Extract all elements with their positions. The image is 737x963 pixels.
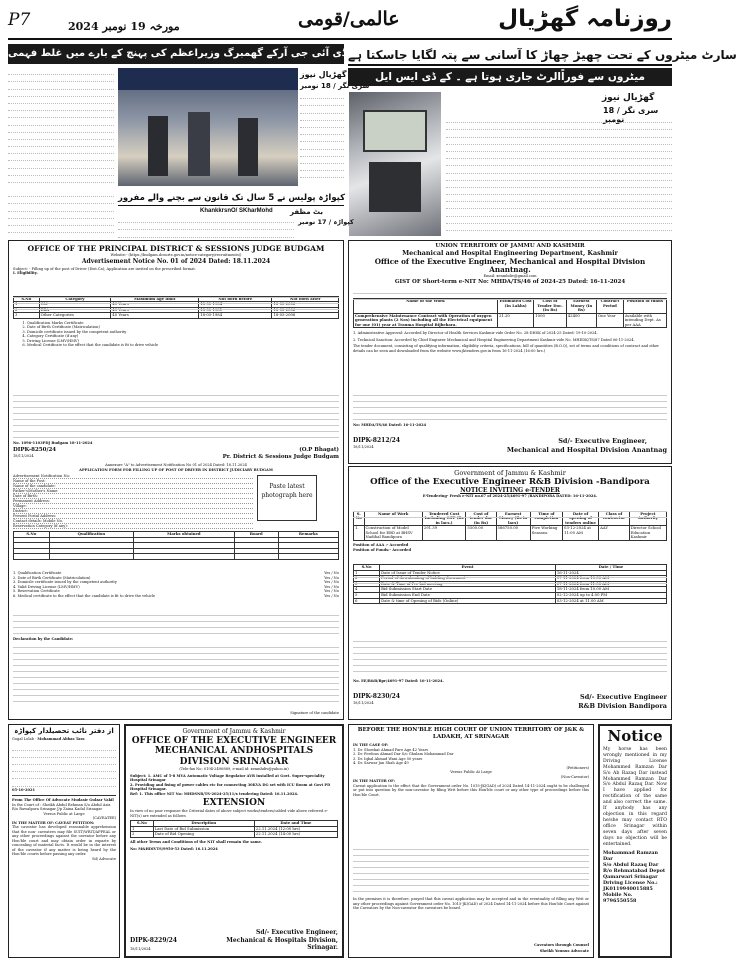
court-body2: In the premises it is therefore, prayed that this caveat application may be accepted and in the eventuality of filling any Writ or any other proceedings against Government order No. 1015-JK(GAD) of 2024 Dated 14-11-2024 before this Hon'ble Court against the Caveators by the Non-caveator the caveators be heard. [353, 897, 589, 910]
party-line: 2. Dr. Ferdous Ahmad Dar S/o Ghulam Mohammad Dar [353, 752, 454, 756]
court-matter: IN THE MATTER OF: [353, 779, 395, 783]
ad-mh-line2: Mechanical and Hospital Engineering Department, Kashmir [402, 249, 618, 257]
party-line: 3. Dr. Iqbal Ahmad Wani Age 50 years [353, 756, 423, 761]
table-header-cell: S.No [354, 565, 380, 571]
form-field: Reservation Category (if any): [13, 524, 253, 529]
party-line: 4. Dr. Sarwar Jan Shah Age 49 [353, 761, 409, 765]
table-header-cell: Remarks [278, 532, 338, 538]
rnb-dipk: DIPK-8230/24 [353, 693, 401, 700]
table-cell: 4 [354, 587, 380, 593]
rnb-position-aaa: Position of AAA :- Accorded [353, 543, 409, 548]
rnb-signature-title: R&B Division Bandipora [578, 702, 667, 710]
court-case-of: IN THE CASE OF: [353, 743, 389, 747]
table-cell: 2 [354, 576, 380, 582]
table-header-cell: Position of funds [623, 298, 666, 313]
table-row [354, 598, 667, 604]
section-title: عالمی/قومی [298, 8, 400, 30]
ad-judge-reg-no: No. 1096-1103PDJ Budgam 18-11-2024 [13, 441, 93, 445]
table-header-cell: S. No [354, 511, 365, 526]
ad-judge-signature: (O.P Bhagat) [299, 447, 339, 453]
table-header-cell: Not born after [272, 296, 339, 302]
yes-no-label: Yes / No [324, 580, 339, 584]
court-signature: Caveators through Counsel [534, 942, 589, 947]
form-field: Date of Birth: [13, 494, 253, 499]
notice-address: R/o Rehmatabad Depot Qamarwari Srinagar [603, 868, 666, 881]
application-form-fields [13, 474, 253, 529]
caveat-court: In the Court of : Sheikh Abdul Rehman S/o Abdul Aziz R/o Rawalpora Srinagar J/p Zaina Kadal Srinagar [12, 802, 111, 811]
court-body: Caveat application to the effect that the Government order No. 1015-JK(GAD) of 2024 Dated 14-11-2024 ought to be challenged or put into question by the non-caveator by filing Writ before this Hon'ble court or any other type of proceedings before this Hon'ble Court. [353, 783, 589, 797]
table-cell: 43 Years [111, 307, 199, 313]
dig-story-right [300, 92, 344, 188]
table-header-cell: Estimated Cost (In Lakhs) [497, 298, 533, 313]
table-cell: 18-05-2006 [272, 313, 339, 319]
rnb-nit: E-Tendering- Fresh e-NIT no.67 of 2024-25/4691-97 /BANDIPORA DATED: 16-11-2024. [422, 494, 598, 498]
caveat-matter: IN THE MATTER OF: CAVEAT PETITION: [12, 820, 95, 825]
documents-attached-list [13, 571, 339, 598]
ad-mh-anantnag [348, 240, 672, 464]
list-item: 1. Qualification Marks Certificate [27, 321, 339, 326]
headline-dig: ڈی آئی جی آرکے گھمبرگ وزیراعظم کی پہنچ کے بارے میں غلط فہمی [8, 44, 344, 64]
court-versus: Versus Public At Large [450, 770, 492, 774]
table-cell: Date & time of Opening of Bids (Online) [380, 598, 556, 604]
ad-mh-line1: UNION TERRITORY OF JAMMU AND KASHMIR [435, 243, 585, 249]
notice-mobile: Mobile No. 9796550558 [603, 892, 637, 905]
table-header-cell: Name of Work [364, 511, 422, 526]
ad-judge-budgam [8, 240, 344, 720]
tehsil-name: Gogal Lolab [12, 737, 34, 741]
table-header-cell: Time of completion [530, 511, 562, 526]
table-cell: Other Categories [39, 313, 111, 319]
mh-work-table [353, 298, 667, 329]
form-field: Name of the candidate: [13, 484, 253, 489]
mh-dipk-date: 18/11/2024 [353, 445, 374, 449]
annexure-title: Annexure "A" to Advertisement Notification No 01 of 2024 Dated: 18.11.2024 [105, 463, 247, 467]
document-attached-row [13, 594, 339, 599]
kupwara-story [118, 216, 294, 240]
table-cell: 16-11-2024 [555, 570, 666, 576]
table-cell: 02-12-2024 up to 4.00 PM [555, 593, 666, 599]
court-title: BEFORE THE HON'BLE HIGH COURT OF UNION TERRITORY OF J&K & LADAKH, AT SRINAGAR [357, 727, 585, 740]
table-cell: Construction of Model School for EBD at BHSV Nadihal Bandipora [364, 526, 422, 541]
table-cell: Date of Bid Opening [153, 832, 254, 838]
yes-no-label: Yes / No [324, 589, 339, 593]
yes-no-label: Yes / No [324, 575, 339, 580]
notice-license: Driving License No.: JK0119940015885 [603, 880, 658, 893]
dateline-kupwara: کپواڑہ / 17 نومبر [298, 218, 354, 226]
table-header-cell: Board [234, 532, 278, 538]
mh-period: One Year [597, 313, 624, 328]
ad-judge-notice: Advertisement Notice No. 01 of 2024 Dated: 18.11.2024 [81, 257, 271, 265]
table-header-cell: Contract Period [597, 298, 624, 313]
ad-mh-notice: GIST OF Short-term e-NIT No: MHDA/TS/46 of 2024-25 Dated: 16-11-2024 [394, 278, 626, 285]
table-header-cell: S.No [14, 532, 50, 538]
table-cell: 2 [14, 307, 40, 313]
form-field: District: [13, 509, 253, 514]
form-field: Village: [13, 504, 253, 509]
anh-contact: (Tele-fax No: 0194-2490889, e-mail id: xenmhdiv@yahoo.in) [179, 767, 289, 771]
mh-signature-title: Mechanical and Hospital Division Anantnag [506, 446, 667, 454]
table-cell: 17-11-2024 from 10.00 AM [555, 576, 666, 582]
table-header-cell: S.No [131, 821, 154, 827]
ad-mh-line3: Office of the Executive Engineer, Mechanical and Hospital Division Anantnag. [374, 256, 646, 274]
table-header-cell: Class of contractor [599, 511, 630, 526]
anh-dipk: DIPK-8229/24 [130, 937, 178, 944]
masthead [8, 6, 672, 40]
mh-signature: Sd/- Executive Engineer, [558, 437, 647, 445]
table-header-cell: Not born before [199, 296, 272, 302]
headline-smart-meters: سارٹ میٹروں کے تحت چھیڑ چھاڑ کا آسانی سے پتہ لگایا جاسکتا ہے [348, 44, 672, 66]
table-cell: 22.11.2024 (14:00 hrs) [254, 832, 337, 838]
table-header-cell: Qualification [49, 532, 133, 538]
yes-no-label: Yes / No [324, 584, 339, 589]
ad-tehsil-caveat: از دفتر نائب تحصیلدار کپواڑہ Gogal Lolab · Mohammad Abbas Tass 05-10-2021 From The Office Of Advocate Mudasir Gulzar Vakil In the Court of : Sheikh Abdul Rehman S/o Abdul Aziz R/o Rawalpora Srinagar J/p Zaina Kadal Srinagar Versus Public at Large (CAVEATEE) IN THE MATTER OF: CAVEAT PETITION: The caveator has developed reasonable apprehension that the non- caveatees may file SUIT/WRIT/APPEAL or any other proceedings against the caveator before any Hon'ble court and may obtain order in exparte by concealing of material facts. It would be in the interest of the caveator if any matter is being heard by the Hon'ble courts before passing any order. Sd/ Advocate [8, 724, 120, 958]
anh-extension-table [130, 820, 338, 838]
yes-no-label: Yes / No [324, 571, 339, 575]
table-cell: 3 [354, 581, 380, 587]
anh-dipk-date: 18/11/2024 [130, 946, 151, 951]
rnb-ref: No. EE/R&B/Bpr/4691-97 Dated: 16-11-2024. [353, 679, 444, 683]
ad-judge-subject: Subject: - Filling up of the post of Driver (Dist.Ca); Application are invited on the prescribed format. [13, 266, 196, 271]
list-item: 2. Date of Birth Certificate (Matriculation) [27, 325, 339, 330]
list-item: 3. Domicile certificate issued by the competent authority [27, 330, 339, 335]
form-field: Permanent Address: [13, 499, 253, 504]
mh-tender-doc-text: The tender document, consisting of qualifying information, eligibility criteria, specifications, bill of quantities (B.O.Q), set of terms and conditions of contract and other details can be seen and downloaded from the website www.jktenders.gov.in from 16-11-2024 (16:00 hrs.) [353, 344, 659, 353]
table-cell: Period of downloading of bidding document [380, 576, 556, 582]
notice-father: S/o Abdul Razaq Dar [603, 862, 659, 869]
caveat-signature: Sd/ Advocate [92, 856, 116, 861]
table-header-cell: Event [380, 565, 556, 571]
court-respondent: (Non-Caveator) [560, 774, 589, 779]
table-header-cell: Maximum age limit [111, 296, 199, 302]
application-form-title: APPLICATION FORM FOR FILLING UP OF POST OF DRIVER IN DISTRICT JUDICIARY BUDGAM [79, 468, 273, 472]
table-cell: 5500.00 [466, 526, 496, 541]
table-row [14, 313, 339, 319]
byline-contact: KhankkrsnO/ SKharMohd [200, 208, 273, 214]
anh-subject: Subject: 1. AMC of 5-8 MVA Automatic Voltage Regulator AVR installed at Govt. Super-speciality Hospital Srinagar [130, 773, 325, 782]
table-cell: Bid Submission End Date [380, 593, 556, 599]
table-cell: Date & Time of Pre-bid meeting [380, 581, 556, 587]
table-header-cell: Category [39, 296, 111, 302]
table-header-cell: Tendered Cost Including GST (Rs in lacs.) [422, 511, 466, 526]
subheadline-smart-meters: میٹروں سے فوراًالرٹ جاری ہوتا ہے ۔ کے ڈی ایس ایل [348, 68, 672, 86]
table-cell: 18-11-2024 from 10.00 AM [555, 587, 666, 593]
candidate-signature-label: Signature of the candidate [290, 710, 339, 715]
table-cell: 03-12-2024 at 11:00 AM [563, 526, 599, 541]
tehsil-date: 05-10-2021 [12, 787, 35, 792]
list-item: 6. Medical Certificate to the effect that the candidate is fit to drive vehicle [27, 343, 339, 348]
caveat-body: The caveator has developed reasonable apprehension that the non- caveatees may file SUIT/WRIT/APPEAL or any other proceedings against the caveator before any Hon'ble court and may obtain order in exparte by concealing of material facts. It would be in the interest of the caveator if any matter is being heard by the Hon'ble courts before passing any order. [12, 825, 116, 856]
table-cell: 1. [354, 526, 365, 541]
table-cell: 27-11-2024 from 11.00 AM [555, 581, 666, 587]
form-field: Father's/Mother's Name: [13, 489, 253, 494]
ad-mh-email: Email: xenmhdiv@gmail.com [483, 274, 537, 279]
rnb-position-funds: Position of Funds:- Accorded [353, 547, 411, 552]
mh-nit-no: No: MHDA/TS/46 Dated: 16-11-2024 [353, 423, 427, 427]
form-field: Present Postal Address: [13, 514, 253, 519]
ad-judge-dipk: DIPK-8250/24 [13, 447, 57, 453]
document-name: 6. Medical certificate to the effect that the candidate is fit to drive the vehicle [13, 593, 156, 598]
mh-emd: 42400 [566, 313, 596, 328]
anh-note: All other Terms and Conditions of the NIT shall remain the same. [130, 839, 263, 844]
document-name: 2. Date of Birth Certificate (Matriculation) [13, 575, 91, 580]
smart-meter-photo [349, 92, 441, 236]
page-number: P7 [8, 10, 31, 30]
qualification-table [13, 531, 339, 560]
table-header-cell: Marks obtained [133, 532, 234, 538]
court-petitioners: (Petitioners) [566, 765, 589, 770]
newspaper-name: روزنامہ گھڑیال [498, 6, 672, 32]
table-cell: 1 [14, 302, 40, 308]
ad-judge-dipk-date: 18/11/2024 [13, 454, 34, 458]
masthead-date: مورخہ 19 نومبر 2024 [68, 20, 180, 33]
dateline-srinagar-left: سری نگر / 18 نومبر [300, 82, 370, 90]
document-name: 1. Qualification Certificate [13, 571, 62, 575]
mh-work-name: Comprehensive Maintenance Contract with Operation of oxygen generation plants (2 Nos) including all the Electrical equipment for one (01) year at Trauma Hospital Bijbehara. [354, 313, 498, 328]
list-item: 5. Driving License (LMV/HMV) [27, 339, 339, 344]
form-field: Name of the Post: [13, 479, 253, 484]
caveat-versus: Versus Public at Large [43, 811, 85, 816]
table-header-cell: Description [153, 821, 254, 827]
caveat-office: From The Office Of Advocate Mudasir Gulzar Vakil [12, 795, 116, 803]
anh-signature: Sd/- Executive Engineer, [256, 929, 338, 936]
list-item: 4. Category Certificate (if any) [27, 334, 339, 339]
tehsil-party: Mohammad Abbas Tass [37, 737, 85, 741]
rnb-line1: Government of Jammu & Kashmir [454, 469, 566, 477]
ad-rnb-bandipora [348, 466, 672, 720]
court-parties [353, 748, 589, 766]
table-row [131, 832, 338, 838]
table-header-cell: Date and Time [254, 821, 337, 827]
dig-story-column [8, 68, 114, 188]
table-header-cell: Project Authority [629, 511, 666, 526]
table-cell: Date of Issue of Tender Notice [380, 570, 556, 576]
notice-name: Mohammad Ramzan Dar [603, 850, 658, 863]
mh-dipk: DIPK-8212/24 [353, 437, 401, 444]
table-cell: 18-05-2006 [272, 307, 339, 313]
table-cell: 18-05-1984 [199, 313, 272, 319]
tehsil-urdu-text [12, 744, 116, 788]
document-name: 4. Valid Driving License (LMV/HMV) [13, 584, 80, 589]
table-cell: 2 [131, 832, 154, 838]
table-cell: 6 [354, 598, 380, 604]
mh-tech-sanction: 2. Technical Sanction: Accorded by Chief Engineer Mechanical and Hospital Engineering Department Kashmir vide No. MHEDK/TS/87 Dated 06-11-2024. [353, 337, 635, 342]
table-cell: Five Working Seasons [530, 526, 562, 541]
rnb-signature: Sd/- Executive Engineer [580, 693, 667, 701]
byline: بٹ مظفر [290, 208, 324, 216]
anh-subject2: 2. Providing and fixing of power cables etc for connecting 30KVA DG set with ICU Room at Govt PD Hospital Srinagar. [130, 782, 331, 791]
required-documents-list [27, 321, 339, 348]
form-field: Contact details: Mobile No. [13, 519, 253, 524]
bureau-label: گھڑیال نیوز [602, 93, 655, 103]
dig-story-cont [8, 190, 114, 234]
table-cell: 291.39 [422, 526, 466, 541]
tehsil-title: از دفتر نائب تحصیلدار کپواڑہ [14, 727, 114, 735]
ad-high-court [348, 724, 594, 958]
table-cell: 1 [354, 570, 380, 576]
table-header-cell: Name of the Work [354, 298, 498, 313]
caveat-label: (CAVEATEE) [92, 816, 116, 820]
party-line: 1. Dr. Showkat Ahmad Pare Age 42 Years [353, 747, 429, 752]
table-cell: 1 [131, 826, 154, 832]
table-cell: 03-12-2024 at 11.00 AM [555, 598, 666, 604]
table-header-cell: Earnest Money (In Rs) [566, 298, 596, 313]
table-header-cell: Date / Time [555, 565, 666, 571]
anh-no: No: M&HDIVTS/9950-53 Dated: 16.11.2024 [130, 847, 218, 852]
bureau-label-left: گھڑیال نیوز [300, 70, 347, 79]
anh-extension-title: EXTENSION [202, 798, 266, 808]
table-cell: 5 [354, 593, 380, 599]
table-cell: 22.11.2024 (12:00 hrs) [254, 826, 337, 832]
declaration-heading: Declaration by the Candidate: [13, 637, 74, 641]
table-cell: 40 Years [111, 313, 199, 319]
table-header-cell: S.No [14, 296, 40, 302]
table-header-cell: Date of opening of tenders online [563, 511, 599, 526]
table-cell: 18-05-1984 [199, 302, 272, 308]
anh-ref: Ref: 1. This office NIT No: MHDSNR/TS-2024-25/11/x tendering Dated: 16.11.2024. [130, 791, 299, 796]
table-cell: 18-05-2006 [272, 302, 339, 308]
document-name: 3. Domicile certificate issued by the competent authority [13, 580, 117, 584]
notice-title: Notice [607, 727, 663, 745]
ad-judge-title: OFFICE OF THE PRINCIPAL DISTRICT & SESSIONS JUDGE BUDGAM [27, 244, 325, 253]
mh-tender-doc: 1000 [534, 313, 566, 328]
ad-judge-eligibility: I. Eligibility. [13, 271, 38, 275]
table-cell: 18-05-1981 [199, 307, 272, 313]
anh-signature-title: Mechanical & Hospitals Division, Srinagar. [226, 937, 338, 951]
document-name: 5. Reservation Certificate [13, 589, 60, 593]
rnb-line2: Office of the Executive Engineer R&B Division -Bandipora [370, 477, 650, 487]
table-cell: Bid Submission Start Date [380, 587, 556, 593]
yes-no-label: Yes / No [324, 593, 339, 598]
anh-line2: OFFICE OF THE EXECUTIVE ENGINEER MECHANICAL ANDHOSPITALS DIVISION SRINAGAR [131, 735, 337, 767]
anh-line1: Government of Jammu & Kashmir [182, 728, 286, 735]
mh-cost: 21.20 [497, 313, 533, 328]
rnb-notice-title: NOTICE INVITING e-TENDER [460, 487, 560, 494]
notice-body: My horse has been wrongly mentioned in my Driving License Mohammed Ramzan Dar S/o Ab Razaq Dar instead Mohammed Ramzan Dar S/o Abdul Razaq Dar. Now I have applied for rectification of the same and also correct the same. If anybody has any objection in this regard he/she may contact RTO office Srinagar within seven days after seven days no objection will be entertained. [603, 747, 667, 847]
ad-mh-srinagar [124, 724, 344, 958]
table-cell: 586750.00 [496, 526, 530, 541]
table-cell: 40 Years [111, 302, 199, 308]
rnb-dipk-date: 18/11/2024 [353, 701, 374, 705]
court-counsel: Sheikh Younus Advocate [539, 948, 589, 953]
table-header-cell: Cost of Tender Doc. (In Rs) [534, 298, 566, 313]
ad-notice [598, 724, 672, 958]
mh-funds: Available with intending Dept. As per AAA [623, 313, 666, 328]
table-cell: OM [39, 302, 111, 308]
headline-kupwara: کپواڑہ پولیس نے 5 سال تک قانون سے بچنے والے مفرور [118, 190, 344, 206]
ad-judge-website: Website:- (https://budgam.dcourts.gov.in/notice-category/recruitments/) [110, 253, 242, 257]
table-cell: AAY [599, 526, 630, 541]
table-cell: Director School Education Kashmir [629, 526, 666, 541]
table-header-cell: Cost of tender doc (in Rs) [466, 511, 496, 526]
smart-meter-story [446, 116, 672, 236]
table-cell: 3 [14, 313, 40, 319]
table-cell: RBA [39, 307, 111, 313]
police-event-photo [118, 68, 298, 186]
table-cell: Last Date of Bid Submission [153, 826, 254, 832]
photo-paste-box: Paste latest photograph here [257, 475, 317, 521]
dateline-srinagar: سری نگر / 18 نومبر [603, 106, 659, 124]
anh-extension-body: In view of no poor response the Criterial dates of above subject works/tenders/cabled vide above referred e-NIT(s) are extended as follows [130, 809, 328, 818]
form-field: Advertisement Notification No: [13, 474, 253, 479]
mh-admin-approval: 1. Administrative Approval: Accorded by Director of Health Services Kashmir vide Order No. 28-DHSK of 2024-25 Dated: 19-10-2024. [353, 331, 598, 336]
ad-judge-signature-title: Pr. District & Sessions Judge Budgam [222, 454, 339, 460]
table-header-cell: Earnest Money (Rs in lacs) [496, 511, 530, 526]
